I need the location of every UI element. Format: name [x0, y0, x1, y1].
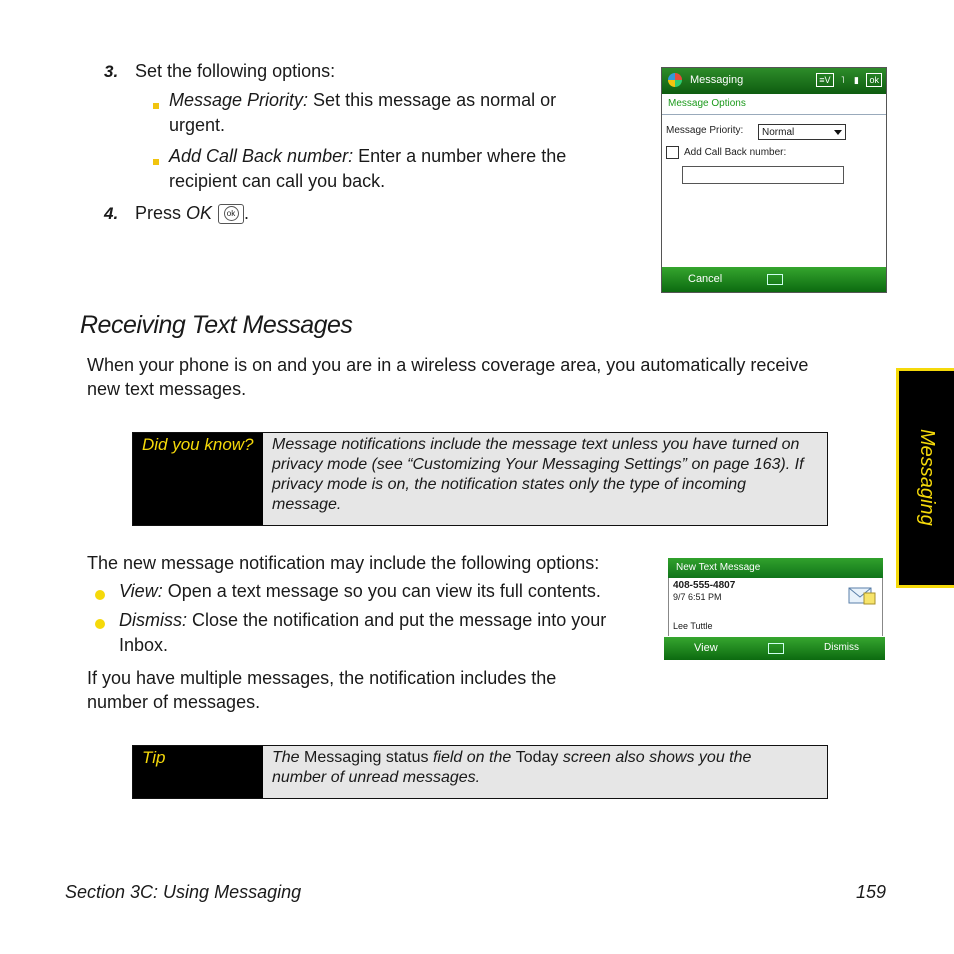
text-line: privacy mode (see “Customizing Your Messaging Settings” on page 163). If: [272, 456, 804, 473]
message-time: 9/7 6:51 PM: [673, 592, 722, 602]
keyboard-icon: [768, 643, 784, 654]
callback-checkbox: [666, 146, 679, 159]
ok-key-icon: ok: [218, 204, 244, 224]
softkey-bar: [662, 267, 886, 292]
did-you-know-box: [132, 432, 828, 526]
bullet-marker: [153, 96, 159, 114]
tip-text: [263, 746, 827, 798]
option-term: Dismiss:: [119, 610, 187, 630]
start-icon: [668, 73, 682, 87]
text-line: privacy mode is on, the notification states only the type of incoming: [272, 476, 747, 493]
did-you-know-text: [263, 433, 827, 525]
bullet-text: Enter a number where the: [353, 146, 567, 166]
option-term: View:: [119, 581, 163, 601]
bullet-term: Add Call Back number:: [169, 146, 354, 166]
page-number: 159: [856, 882, 887, 902]
bullet-add-call-back: [169, 144, 566, 169]
divider: [662, 114, 886, 115]
screen-subheading: Message Options: [668, 98, 746, 109]
step-number: 3.: [104, 62, 119, 81]
text-line: Message notifications include the message text unless you have turned on: [272, 436, 800, 453]
option-text-continued: Inbox.: [119, 635, 169, 655]
battery-icon: ▮: [854, 75, 859, 85]
bullet-marker: [153, 152, 159, 170]
bullet-message-priority: [169, 88, 556, 113]
chapter-tab-label: Messaging: [916, 429, 938, 526]
step-end: .: [244, 203, 250, 223]
bullet-text: Set this message as normal or: [308, 90, 557, 110]
softkey-dismiss: Dismiss: [824, 642, 859, 653]
notification-title-bar: [668, 558, 883, 578]
softkey-bar: [664, 637, 885, 660]
chapter-side-tab: [896, 368, 954, 588]
tip-text-part: The: [272, 749, 305, 766]
intro-line-1: When your phone is on and you are in a wireless coverage area, you automatically receive: [87, 355, 809, 375]
keyboard-icon: [767, 274, 783, 285]
callback-label: Add Call Back number:: [684, 147, 787, 158]
priority-label: Message Priority:: [666, 125, 744, 136]
notification-intro: The new message notification may include the following options:: [87, 553, 600, 573]
step-text: Set the following options:: [135, 61, 336, 81]
multiple-line-2: number of messages.: [87, 692, 261, 712]
bullet-dot: [95, 587, 105, 605]
chevron-down-icon: [834, 130, 842, 135]
signal-icon: ˥: [841, 75, 845, 85]
step-4: [104, 201, 250, 226]
option-view: [119, 579, 601, 604]
notification-title: New Text Message: [676, 562, 761, 573]
tip-label: Tip: [133, 746, 263, 798]
multiple-line-1: If you have multiple messages, the notification includes the: [87, 668, 557, 688]
softkey-view: View: [694, 642, 718, 654]
footer-section: Section 3C: Using Messaging: [65, 882, 302, 902]
screen-title: Messaging: [690, 74, 744, 86]
tip-text-line: number of unread messages.: [272, 769, 481, 786]
tip-text-part: screen also shows you the: [558, 749, 752, 766]
sender-number: 408-555-4807: [673, 580, 736, 591]
callback-number-field: [682, 166, 844, 184]
option-text: Close the notification and put the message into your: [187, 610, 607, 630]
option-text: Open a text message so you can view its full contents.: [162, 581, 601, 601]
sender-name: Lee Tuttle: [673, 621, 713, 631]
step-text: Press: [135, 203, 187, 223]
ok-label: OK: [186, 203, 213, 223]
text-line: message.: [272, 496, 342, 513]
step-number: 4.: [104, 204, 119, 223]
tip-term: Messaging status: [304, 749, 429, 766]
bullet-text-continued: recipient can call you back.: [169, 171, 386, 191]
section-title: Receiving Text Messages: [80, 311, 353, 339]
step-3: [104, 59, 336, 84]
envelope-icon: [848, 587, 876, 605]
bullet-text-continued: urgent.: [169, 115, 226, 135]
priority-value: Normal: [762, 127, 795, 138]
priority-select: [758, 124, 846, 140]
option-dismiss: [119, 608, 606, 633]
message-options-screenshot: [661, 67, 887, 293]
tip-box: [132, 745, 828, 799]
ok-button-icon: ok: [866, 73, 882, 87]
bullet-term: Message Priority:: [169, 90, 309, 110]
did-you-know-label: Did you know?: [133, 433, 263, 525]
tip-term: Today: [515, 749, 559, 766]
bullet-dot: [95, 616, 105, 634]
screen-title-bar: [662, 68, 886, 94]
softkey-cancel: Cancel: [688, 273, 723, 285]
status-icons: [813, 73, 882, 87]
ev-icon: ≡V: [816, 73, 833, 87]
intro-line-2: new text messages.: [87, 379, 247, 399]
new-message-notification-screenshot: [664, 558, 885, 660]
tip-text-part: field on the: [428, 749, 516, 766]
